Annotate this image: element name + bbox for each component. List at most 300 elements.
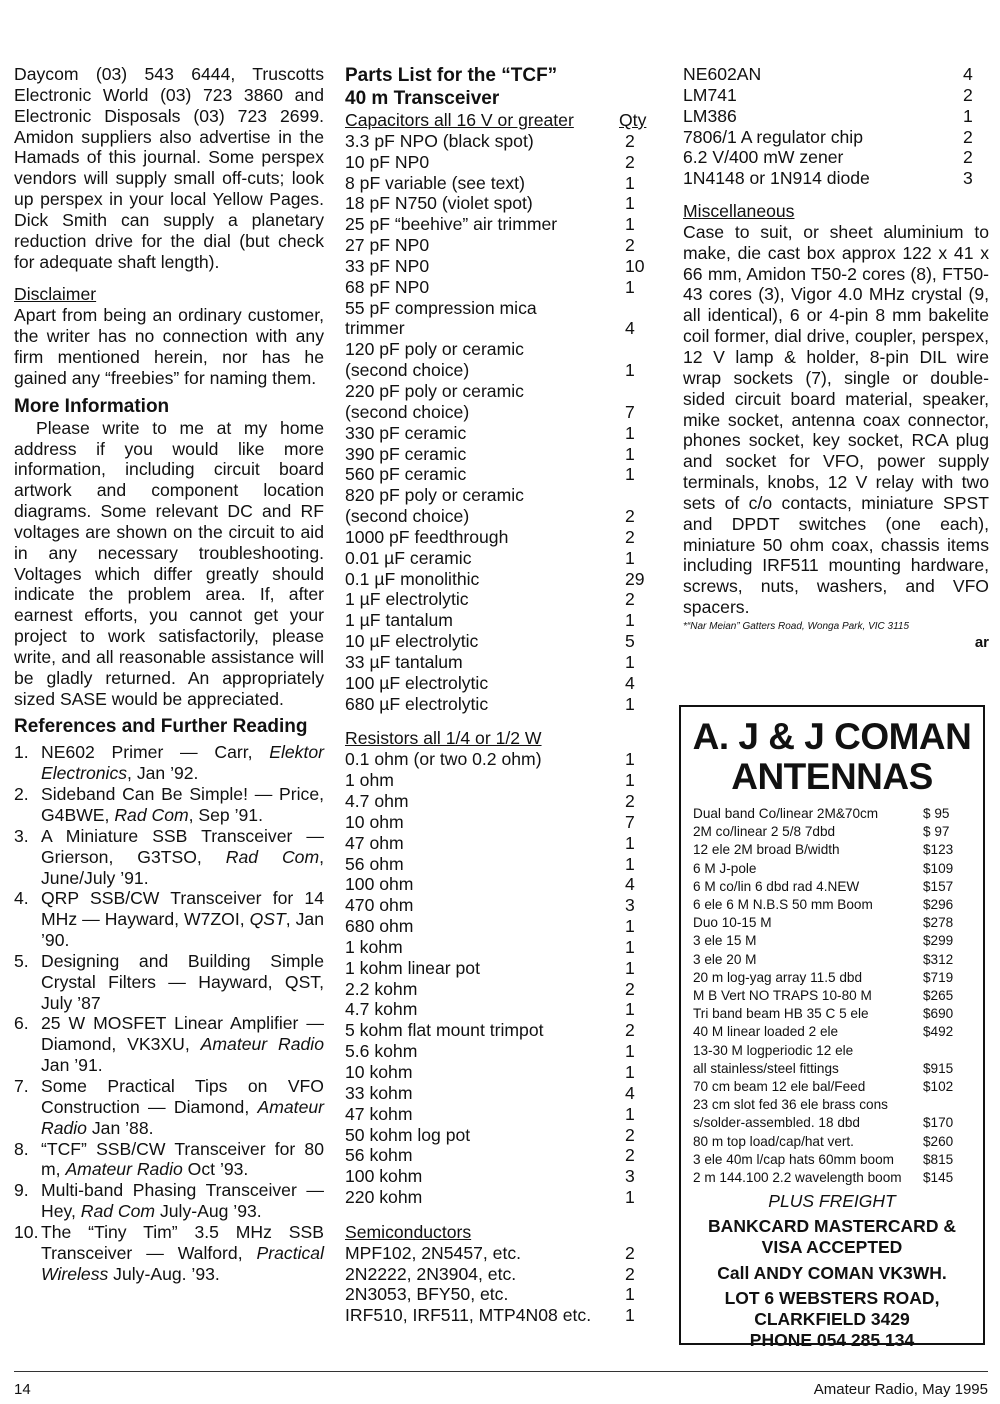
antenna-name: 40 M linear loaded 2 ele	[693, 1024, 839, 1040]
ad-price-row	[693, 1096, 969, 1114]
part-qty: 3	[625, 1166, 635, 1187]
part-row	[345, 895, 651, 916]
ad-price-row	[693, 932, 969, 950]
part-row	[345, 173, 651, 194]
antenna-price	[923, 1042, 969, 1060]
part-qty: 1	[625, 1103, 635, 1124]
part-qty: 2	[963, 147, 973, 168]
part-name: 100 ohm	[345, 874, 414, 895]
ad-freight: PLUS FREIGHT	[768, 1191, 896, 1212]
reference-text: “TCF” SSB/CW Transceiver for 80 m,	[41, 1138, 324, 1180]
part-name: 33 pF NP0	[345, 255, 430, 276]
part-row	[345, 958, 651, 979]
middle-column	[345, 64, 651, 1326]
antenna-price: $296	[923, 897, 954, 913]
part-row	[345, 318, 651, 339]
part-qty: 1	[625, 610, 635, 631]
references-list	[14, 742, 324, 1284]
part-name: 18 pF N750 (violet spot)	[345, 193, 533, 214]
reference-publication: Elektor Electronics	[41, 742, 324, 784]
intro-paragraph: Daycom (03) 543 6444, Truscotts Electronic World (03) 723 3860 and Electronic Disposals (03) 723 2699. Amidon suppliers also advertise in the Hamads of this journal. Some perspex vendors will supply small off-cuts; look up perspex in your local Yellow Pages. Dick Smith can supply a planetary reduction drive for the dial (but check for adequate shaft length).	[14, 64, 324, 272]
part-row	[345, 610, 651, 631]
antenna-price: $260	[923, 1133, 954, 1149]
part-row	[345, 339, 651, 360]
part-name: 56 kohm	[345, 1145, 413, 1166]
part-row	[345, 1062, 651, 1083]
part-row	[345, 1305, 651, 1326]
part-name: 100 µF electrolytic	[345, 672, 489, 693]
part-qty: 1	[625, 464, 635, 485]
part-name: 0.1 µF monolithic	[345, 568, 480, 589]
part-row	[345, 569, 651, 590]
part-name: 1N4148 or 1N914 diode	[683, 168, 870, 189]
antenna-price: $719	[923, 969, 954, 985]
journal-issue: Amateur Radio, May 1995	[813, 1381, 988, 1398]
antenna-name: 6 M J-pole	[693, 860, 757, 876]
part-qty: 1	[625, 957, 635, 978]
part-row	[345, 444, 651, 465]
part-qty: 1	[625, 360, 635, 381]
semiconductors-list	[345, 1243, 651, 1326]
part-row	[345, 193, 651, 214]
ad-price-row	[693, 1078, 969, 1096]
part-qty: 2	[625, 506, 635, 527]
part-qty: 1	[625, 1061, 635, 1082]
part-qty: 2	[625, 1242, 635, 1263]
antenna-name: Tri band beam HB 35 C 5 ele	[693, 1006, 869, 1022]
reference-item	[14, 784, 324, 826]
reference-publication: Amateur Radio	[200, 1034, 324, 1055]
part-qty: 7	[625, 401, 635, 422]
part-name: 50 kohm log pot	[345, 1124, 471, 1145]
antenna-price: $157	[923, 878, 954, 894]
antenna-price: $299	[923, 933, 954, 949]
ad-price-row	[693, 805, 969, 823]
reference-number: 2.	[14, 784, 29, 805]
part-row	[345, 694, 651, 715]
antenna-name: 13-30 M logperiodic 12 ele	[693, 1042, 854, 1058]
reference-number: 1.	[14, 742, 29, 763]
ad-price-list	[693, 805, 969, 1187]
part-row	[345, 464, 651, 485]
part-row	[683, 106, 989, 127]
part-name: 47 kohm	[345, 1103, 413, 1124]
part-name: 100 kohm	[345, 1166, 423, 1187]
part-name: LM386	[683, 105, 737, 126]
antenna-price: $123	[923, 842, 954, 858]
reference-date: Oct ’93.	[182, 1159, 249, 1180]
ad-price-row	[693, 878, 969, 896]
reference-text: QRP SSB/CW Transceiver for 14 MHz — Hayward, W7ZOI,	[41, 888, 324, 930]
part-row	[345, 256, 651, 277]
part-qty: 1	[625, 1305, 635, 1326]
part-row	[345, 833, 651, 854]
antenna-name: s/solder-assembled. 18 dbd	[693, 1115, 860, 1131]
ad-price-row	[693, 860, 969, 878]
reference-number: 10.	[14, 1221, 39, 1242]
part-name: (second choice)	[345, 360, 470, 381]
part-name: LM741	[683, 84, 737, 105]
antenna-price: $ 97	[923, 824, 950, 840]
ad-price-row	[693, 987, 969, 1005]
part-qty	[625, 298, 651, 319]
part-name: 1 kohm	[345, 936, 403, 957]
reference-text: Some Practical Tips on VFO Construction — Diamond,	[41, 1075, 324, 1117]
part-qty: 1	[625, 276, 635, 297]
ad-call: Call ANDY COMAN VK3WH.	[717, 1263, 947, 1284]
reference-date: Jan ’91.	[41, 1055, 103, 1076]
part-name: 0.1 ohm (or two 0.2 ohm)	[345, 749, 542, 770]
part-qty: 2	[963, 84, 973, 105]
reference-date: , Sep ’91.	[188, 805, 263, 825]
antenna-price: $815	[923, 1151, 954, 1167]
resistors-list	[345, 749, 651, 1208]
reference-publication: Rad Com	[225, 846, 320, 867]
part-row	[345, 423, 651, 444]
part-name: 10 ohm	[345, 811, 404, 832]
reference-text: Designing and Building Simple Crystal Filters — Hayward, QST, July ’87	[41, 950, 324, 1013]
capacitors-header	[345, 110, 651, 131]
part-qty: 2	[625, 1020, 635, 1041]
ad-price-row	[693, 1169, 969, 1187]
part-row	[345, 652, 651, 673]
part-name: 220 kohm	[345, 1187, 423, 1208]
part-row	[345, 1104, 651, 1125]
reference-text: Multi-band Phasing Transceiver — Hey,	[41, 1180, 324, 1222]
ad-cards-line2: VISA ACCEPTED	[761, 1237, 903, 1258]
antenna-name: Dual band Co/linear 2M&70cm	[693, 806, 879, 821]
reference-date: , Jan ’90.	[41, 909, 324, 951]
part-row	[345, 874, 651, 895]
part-row	[345, 589, 651, 610]
part-row	[345, 506, 651, 527]
reference-date: , June/July ’91.	[41, 846, 324, 888]
ad-price-row	[693, 1151, 969, 1169]
reference-publication: Rad Com	[114, 805, 189, 825]
reference-number: 4.	[14, 888, 29, 909]
left-column	[14, 64, 324, 1284]
part-qty: 1	[963, 105, 973, 126]
part-name: 25 pF “beehive” air trimmer	[345, 214, 558, 235]
part-name: IRF510, IRF511, MTP4N08 etc.	[345, 1305, 592, 1326]
part-name: 27 pF NP0	[345, 235, 430, 256]
part-qty: 1	[625, 999, 635, 1020]
ad-address-line2: CLARKFIELD 3429	[754, 1309, 910, 1330]
part-qty: 2	[625, 978, 635, 999]
part-name: 5 kohm flat mount trimpot	[345, 1020, 544, 1041]
part-row	[345, 548, 651, 569]
parts-list-subtitle: 40 m Transceiver	[345, 88, 500, 109]
part-row	[683, 85, 989, 106]
part-qty: 1	[625, 749, 635, 770]
reference-publication: Practical Wireless	[41, 1242, 324, 1284]
ad-price-row	[693, 951, 969, 969]
part-qty: 1	[625, 651, 635, 672]
part-qty: 1	[625, 693, 635, 714]
resistors-heading: Resistors all 1/4 or 1/2 W	[345, 728, 542, 749]
part-row	[345, 235, 651, 256]
reference-publication: Rad Com	[80, 1201, 156, 1222]
antenna-name: 12 ele 2M broad B/width	[693, 842, 840, 858]
part-qty	[625, 381, 651, 402]
antenna-price: $312	[923, 951, 954, 967]
part-name: 1 kohm linear pot	[345, 957, 480, 978]
part-qty: 2	[625, 1145, 635, 1166]
capacitors-heading: Capacitors all 16 V or greater	[345, 110, 574, 130]
reference-text: A Miniature SSB Transceiver — Grierson, G3TSO,	[41, 825, 324, 867]
part-name: 7806/1 A regulator chip	[683, 126, 863, 147]
reference-number: 6.	[14, 1013, 29, 1034]
part-name: 33 kohm	[345, 1082, 413, 1103]
antenna-price: $145	[923, 1170, 954, 1186]
part-name: 680 ohm	[345, 916, 414, 937]
ad-price-row	[693, 1114, 969, 1132]
antenna-price: $170	[923, 1115, 954, 1131]
part-qty: 1	[625, 1187, 635, 1208]
antenna-name: 3 ele 40m l/cap hats 60mm boom	[693, 1151, 894, 1167]
part-name: 2N2222, 2N3904, etc.	[345, 1263, 517, 1284]
part-name: (second choice)	[345, 401, 470, 422]
part-name: 820 pF poly or ceramic	[345, 485, 524, 506]
qty-heading: Qty	[619, 110, 647, 130]
antenna-price	[923, 1096, 969, 1114]
part-name: 1 µF tantalum	[345, 610, 453, 631]
ad-price-row	[693, 896, 969, 914]
reference-date: July-Aug ’93.	[155, 1201, 262, 1222]
misc-text: Case to suit, or sheet aluminium to make, die cast box approx 122 x 41 x 66 mm, Amidon T50-2 cores (8), FT50-43 cores (3), Vigor 4.0 MHz crystal (9, all identical), 6 or 4-pin 8 mm bakelite coil former, dial drive, coupler, perspex, 12 V lamp & holder, 8-pin DIL wire wrap sockets (7), single or double-sided circuit board material, speaker, mike socket, antenna coax connector, phones socket, key socket, RCA plug and socket for VFO, power supply terminals, knobs, 12 V relay with two sets of c/o contacts, miniature SPST and DPDT switches (one each), miniature 50 ohm coax, chassis items including IRF511 mounting hardware, screws, nuts, washers, and VFO spacers.	[683, 221, 989, 618]
part-qty: 1	[625, 936, 635, 957]
page-number: 14	[14, 1381, 31, 1398]
antenna-name: 3 ele 20 M	[693, 951, 757, 967]
reference-date: July-Aug. ’93.	[108, 1263, 220, 1284]
part-name: trimmer	[345, 318, 405, 339]
reference-text: Sideband Can Be Simple! — Price, G4BWE,	[41, 784, 324, 825]
ad-price-row	[693, 969, 969, 987]
part-name: 8 pF variable (see text)	[345, 172, 525, 193]
part-qty: 4	[625, 1082, 635, 1103]
part-qty: 1	[625, 443, 635, 464]
part-row	[345, 854, 651, 875]
part-qty: 1	[625, 1041, 635, 1062]
part-row	[345, 1243, 651, 1264]
footer-rule	[14, 1371, 988, 1372]
antenna-name: M B Vert NO TRAPS 10-80 M	[693, 988, 872, 1004]
part-name: 33 µF tantalum	[345, 651, 463, 672]
part-name: 0.01 µF ceramic	[345, 547, 472, 568]
part-row	[345, 381, 651, 402]
ad-price-row	[693, 914, 969, 932]
part-name: 10 pF NP0	[345, 151, 430, 172]
part-row	[345, 152, 651, 173]
part-name: 68 pF NP0	[345, 276, 430, 297]
part-name: 560 pF ceramic	[345, 464, 467, 485]
part-qty: 4	[625, 318, 635, 339]
part-qty: 2	[625, 235, 635, 256]
part-qty: 2	[625, 526, 635, 547]
reference-item	[14, 888, 324, 951]
part-qty: 1	[625, 770, 635, 791]
part-row	[345, 791, 651, 812]
part-qty: 4	[963, 64, 973, 84]
part-row	[345, 1020, 651, 1041]
antenna-name: 23 cm slot fed 36 ele brass cons	[693, 1097, 888, 1113]
part-row	[345, 749, 651, 770]
part-row	[345, 937, 651, 958]
right-column	[683, 64, 989, 652]
part-qty: 1	[625, 916, 635, 937]
part-qty: 2	[963, 126, 973, 147]
part-row	[345, 631, 651, 652]
part-name: MPF102, 2N5457, etc.	[345, 1242, 522, 1263]
antenna-name: 20 m log-yag array 11.5 dbd	[693, 969, 863, 985]
part-name: 220 pF poly or ceramic	[345, 380, 524, 401]
part-row	[683, 168, 989, 189]
part-qty: 3	[963, 168, 973, 189]
part-row	[345, 916, 651, 937]
antenna-price: $ 95	[923, 806, 950, 821]
semiconductors-heading: Semiconductors	[345, 1221, 472, 1242]
part-qty: 2	[625, 589, 635, 610]
part-qty: 3	[625, 895, 635, 916]
part-name: 4.7 kohm	[345, 999, 418, 1020]
part-name: 6.2 V/400 mW zener	[683, 147, 844, 168]
reference-number: 3.	[14, 825, 29, 846]
ad-price-row	[693, 1042, 969, 1060]
part-name: NE602AN	[683, 64, 762, 84]
part-row	[345, 979, 651, 1000]
antenna-name: all stainless/steel fittings	[693, 1060, 839, 1076]
antenna-name: Duo 10-15 M	[693, 915, 772, 931]
more-info-heading: More Information	[14, 395, 170, 417]
reference-number: 5.	[14, 950, 29, 971]
antenna-price: $109	[923, 860, 954, 876]
part-row	[345, 770, 651, 791]
coman-antennas-ad	[679, 705, 985, 1351]
ad-address-line1: LOT 6 WEBSTERS ROAD,	[724, 1288, 940, 1309]
part-qty: 1	[625, 214, 635, 235]
part-row	[345, 214, 651, 235]
part-name: 1000 pF feedthrough	[345, 526, 509, 547]
part-name: 10 kohm	[345, 1061, 413, 1082]
disclaimer-text: Apart from being an ordinary customer, the writer has no connection with any firm mentioned herein, nor has he gained any “freebies” for naming them.	[14, 305, 324, 388]
part-row	[345, 673, 651, 694]
part-row	[683, 147, 989, 168]
part-qty: 1	[625, 832, 635, 853]
part-qty: 1	[625, 422, 635, 443]
part-qty: 2	[625, 130, 635, 151]
part-name: 56 ohm	[345, 853, 404, 874]
part-row	[345, 131, 651, 152]
reference-text: 25 W MOSFET Linear Amplifier — Diamond, VK3XU,	[41, 1013, 324, 1055]
part-qty: 5	[625, 631, 635, 652]
part-row	[345, 402, 651, 423]
part-row	[345, 1145, 651, 1166]
part-name: 120 pF poly or ceramic	[345, 339, 524, 360]
ad-company-name: A. J & J COMAN	[692, 716, 972, 757]
reference-date: , Jan ’92.	[127, 763, 199, 784]
part-qty: 29	[625, 568, 645, 589]
antenna-price: $278	[923, 915, 954, 931]
reference-publication: Amateur Radio	[65, 1159, 183, 1180]
ad-price-row	[693, 841, 969, 859]
part-qty: 1	[625, 1284, 635, 1305]
part-row	[345, 1041, 651, 1062]
antenna-name: 80 m top load/cap/hat vert.	[693, 1133, 854, 1149]
capacitors-list	[345, 131, 651, 715]
part-qty: 1	[625, 193, 635, 214]
antenna-name: 2 m 144.100 2.2 wavelength boom	[693, 1170, 902, 1186]
reference-item	[14, 1139, 324, 1181]
misc-heading: Miscellaneous	[683, 201, 795, 222]
antenna-name: 6 M co/lin 6 dbd rad 4.NEW	[693, 878, 860, 894]
part-qty	[625, 339, 651, 360]
part-row	[345, 1166, 651, 1187]
part-row	[345, 999, 651, 1020]
part-qty: 1	[625, 172, 635, 193]
reference-text: NE602 Primer — Carr,	[41, 742, 270, 763]
disclaimer-heading: Disclaimer	[14, 284, 97, 305]
part-qty: 7	[625, 811, 635, 832]
antenna-price: $102	[923, 1079, 954, 1095]
part-name: 2.2 kohm	[345, 978, 418, 999]
part-name: 3.3 pF NPO (black spot)	[345, 130, 534, 151]
part-row	[345, 1187, 651, 1208]
reference-publication: QST	[249, 909, 286, 930]
part-name: 4.7 ohm	[345, 791, 409, 811]
reference-number: 7.	[14, 1075, 29, 1096]
author-address: *“Nar Meian” Gatters Road, Wonga Park, VIC 3115	[683, 620, 910, 632]
part-row	[345, 1083, 651, 1104]
part-row	[683, 127, 989, 148]
part-qty	[625, 485, 651, 506]
antenna-name: 3 ele 15 M	[693, 933, 757, 949]
reference-text: The “Tiny Tim” 3.5 MHz SSB Transceiver — Walford,	[41, 1221, 324, 1263]
part-name: (second choice)	[345, 506, 470, 527]
part-row	[345, 360, 651, 381]
antenna-name: 70 cm beam 12 ele bal/Feed	[693, 1079, 866, 1095]
reference-publication: Amateur Radio	[41, 1096, 324, 1138]
part-row	[345, 277, 651, 298]
antenna-price: $690	[923, 1006, 954, 1022]
reference-item	[14, 951, 324, 1014]
reference-number: 8.	[14, 1138, 29, 1159]
part-name: 330 pF ceramic	[345, 422, 467, 443]
ad-price-row	[693, 1023, 969, 1041]
part-name: 680 µF electrolytic	[345, 693, 489, 714]
reference-item	[14, 826, 324, 889]
part-qty: 2	[625, 1124, 635, 1145]
part-row	[345, 527, 651, 548]
reference-item	[14, 1076, 324, 1139]
part-row	[345, 812, 651, 833]
part-name: 1 ohm	[345, 770, 394, 791]
part-row	[345, 298, 651, 319]
ad-antennas-heading: ANTENNAS	[731, 756, 933, 797]
antenna-price: $915	[923, 1060, 954, 1076]
part-qty: 1	[625, 853, 635, 874]
ar-signoff: ar	[974, 633, 989, 651]
reference-number: 9.	[14, 1180, 29, 1201]
ad-price-row	[693, 1060, 969, 1078]
reference-item	[14, 1222, 324, 1285]
part-name: 47 ohm	[345, 832, 404, 853]
part-qty: 10	[625, 255, 645, 276]
part-qty: 2	[625, 791, 635, 811]
semiconductors-continued-list	[683, 64, 989, 189]
part-qty: 2	[625, 151, 635, 172]
part-qty: 1	[625, 547, 635, 568]
antenna-price: $265	[923, 988, 954, 1004]
